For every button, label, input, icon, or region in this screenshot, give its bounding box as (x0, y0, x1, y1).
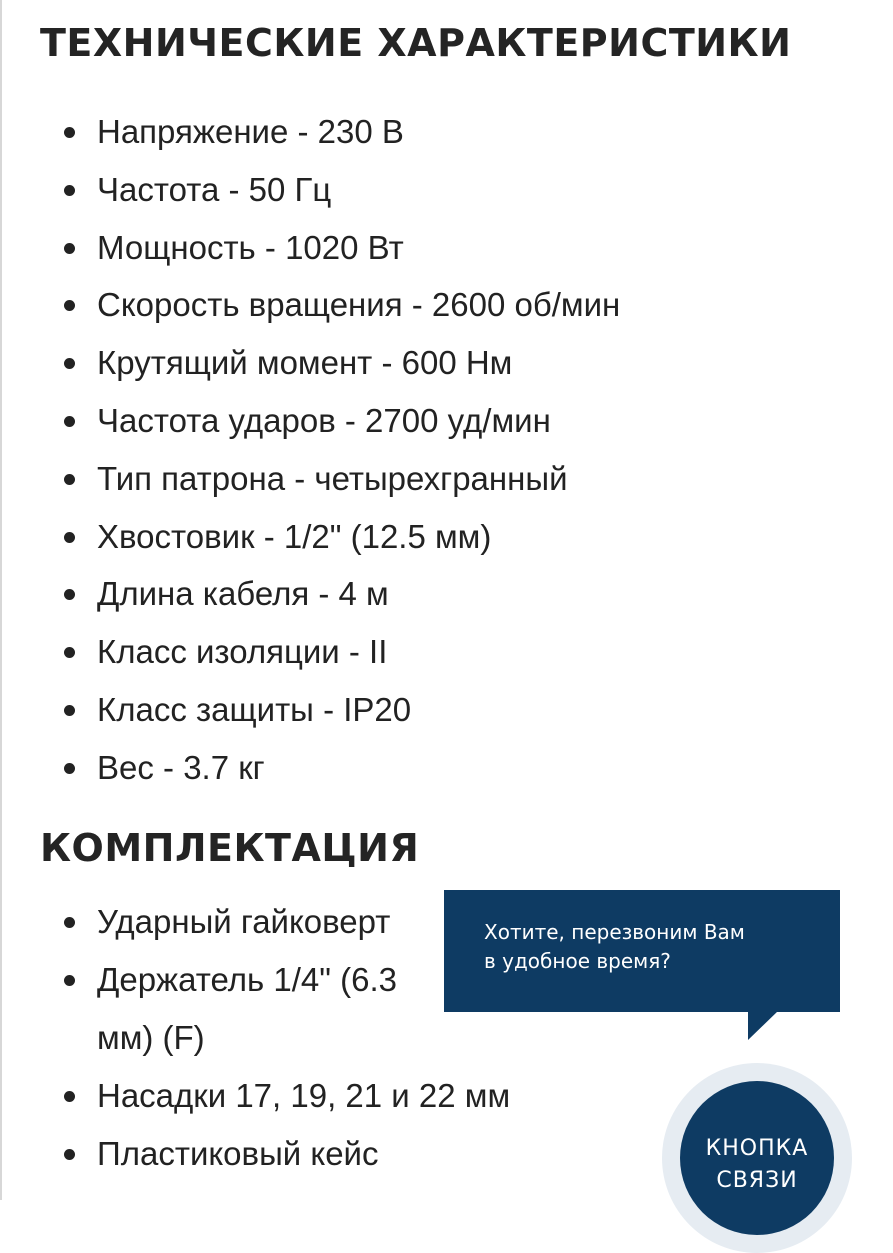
kit-item-holder: Держатель 1/4" (6.3 мм) (F) (0, 951, 457, 1067)
spec-item-shank: Хвостовик - 1/2" (12.5 мм) (0, 508, 620, 566)
callback-prompt-bubble[interactable] (444, 890, 840, 1012)
callback-bubble-tail (748, 1011, 778, 1040)
callback-prompt-line2: в удобное время? (484, 949, 671, 973)
specs-heading: ТЕХНИЧЕСКИЕ ХАРАКТЕРИСТИКИ (40, 21, 792, 65)
callback-button-label-line1: КНОПКА (705, 1136, 809, 1161)
spec-item-chuck-type: Тип патрона - четырехгранный (0, 450, 620, 508)
spec-item-voltage: Напряжение - 230 В (0, 103, 620, 161)
kit-item-sockets: Насадки 17, 19, 21 и 22 мм (0, 1067, 510, 1125)
spec-item-power: Мощность - 1020 Вт (0, 219, 620, 277)
spec-item-torque: Крутящий момент - 600 Нм (0, 334, 620, 392)
spec-item-protection-class: Класс защиты - IP20 (0, 681, 620, 739)
callback-button-label-line2: СВЯЗИ (716, 1168, 798, 1193)
spec-item-frequency: Частота - 50 Гц (0, 161, 620, 219)
spec-item-cable-length: Длина кабеля - 4 м (0, 565, 620, 623)
kit-item-plastic-case: Пластиковый кейс (0, 1125, 510, 1183)
spec-item-rotation-speed: Скорость вращения - 2600 об/мин (0, 276, 620, 334)
kit-heading: КОМПЛЕКТАЦИЯ (40, 826, 420, 870)
callback-button[interactable] (680, 1081, 834, 1235)
kit-item-impact-wrench: Ударный гайковерт (0, 893, 510, 951)
spec-item-insulation-class: Класс изоляции - II (0, 623, 620, 681)
spec-item-impact-rate: Частота ударов - 2700 уд/мин (0, 392, 620, 450)
kit-list (0, 893, 510, 1183)
specs-list (0, 103, 620, 797)
callback-prompt-line1: Хотите, перезвоним Вам (484, 920, 745, 944)
spec-item-weight: Вес - 3.7 кг (0, 739, 620, 797)
